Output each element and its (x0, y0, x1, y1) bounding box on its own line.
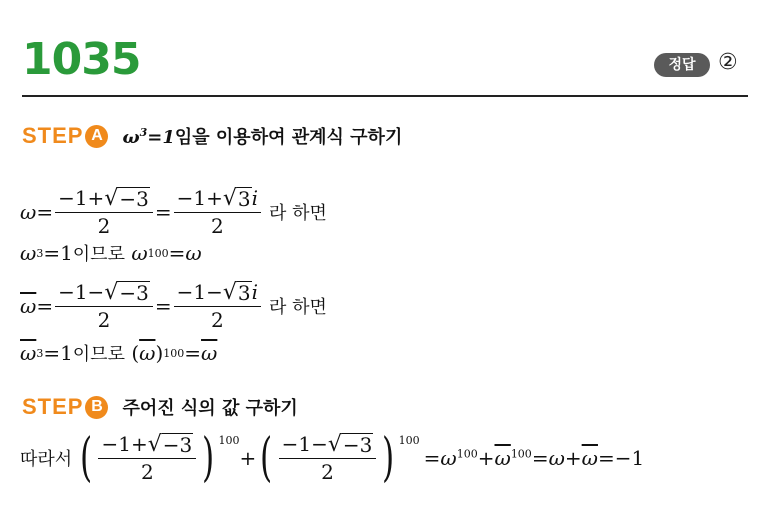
step-b-word: STEP (22, 394, 84, 419)
fraction: −1+ √ −3 2 (98, 432, 196, 484)
final-equation: 따라서 ( −1+ √ −3 2 ) $^{100}$ + ( −1− √ −3 2 ) $^{100}$ $=\omega^{100}+\overline{\omega}^{100}=\omega+\overline{\omega}=-1$ (20, 428, 645, 488)
step-a-word: STEP (22, 123, 84, 148)
line2-text: 이므로 (72, 244, 125, 265)
step-b-letter-badge: B (85, 396, 108, 419)
header-divider (22, 95, 748, 97)
step-b-title-text: 주어진 식의 값 구하기 (122, 398, 298, 419)
line3-suffix: 라 하면 (269, 297, 327, 318)
step-a-heading (22, 123, 402, 149)
fraction: −1+ √ −3 2 (55, 186, 153, 238)
answer-badge: 정답 (654, 53, 710, 77)
problem-number: 1035 (22, 34, 141, 85)
equation-omega-bar-definition: $\overline{\omega}$ = −1− √ −3 2 = −1− √ 3 i 2 라 하면 (20, 280, 327, 332)
equation-omega-power: ω 3 =1 이므로 ω 100 = ω (20, 241, 202, 265)
fraction: −1− √ −3 2 (279, 432, 377, 484)
answer-value: ② (718, 50, 738, 75)
fraction: −1+ √ 3 i 2 (174, 186, 261, 238)
step-a-letter-badge: A (85, 125, 108, 148)
step-a-title (122, 123, 402, 149)
equation-omega-definition: ω = −1+ √ −3 2 = −1+ √ 3 i 2 라 하면 (20, 186, 327, 238)
header (0, 0, 771, 100)
final-prefix: 따라서 (20, 449, 73, 470)
step-a-title-text: 임을 이용하여 관계식 구하기 (174, 127, 403, 148)
step-b-title (122, 394, 297, 420)
final-result: $=\omega^{100}+\overline{\omega}^{100}=\omega+\overline{\omega}=-1$ (423, 446, 645, 470)
fraction: −1− √ −3 2 (55, 280, 153, 332)
step-b-heading (22, 394, 298, 420)
equation-omega-bar-power: $\overline{\omega}$ 3 =1 이므로 ( $\overline{\omega}$ ) 100 = $\overline{\omega}$ (20, 341, 218, 365)
fraction: −1− √ 3 i 2 (174, 280, 261, 332)
line1-suffix: 라 하면 (269, 203, 327, 224)
step-a-title-math: $\omega^3=1$ (122, 126, 175, 148)
line4-text: 이므로 (72, 344, 125, 365)
